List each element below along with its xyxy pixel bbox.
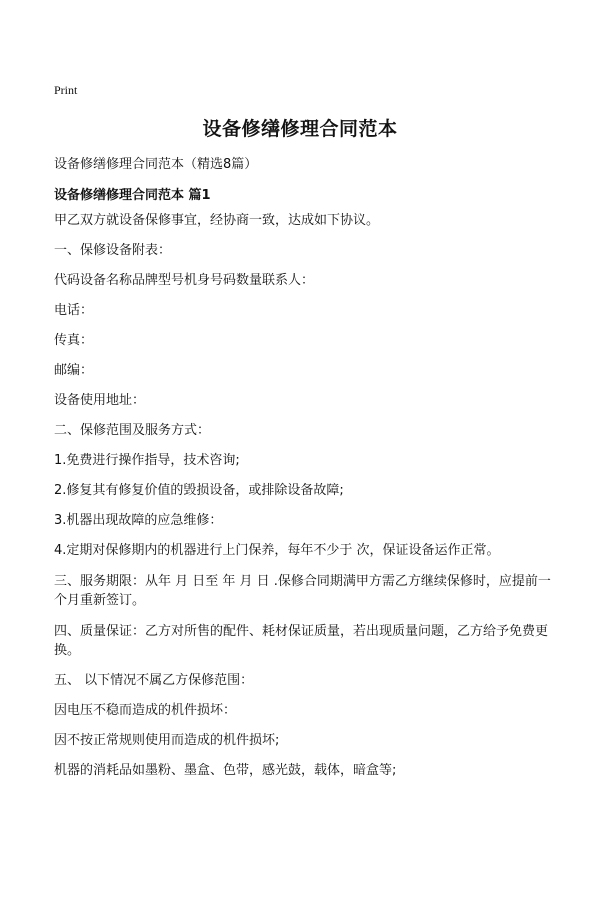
contract-body — [54, 212, 554, 792]
paragraph-heading-equipment: 一、保修设备附表： — [54, 243, 172, 258]
paragraph-intro: 甲乙双方就设备保修事宜，经协商一致，达成如下协议。 — [54, 213, 380, 228]
print-link[interactable]: Print — [54, 83, 78, 97]
paragraph-postcode: 邮编： — [54, 363, 94, 378]
paragraph-quality: 四、质量保证：乙方对所售的配件、耗材保证质量，若出现质量问题，乙方给予免费更换。 — [54, 624, 549, 658]
section-heading: 设备修缮修理合同范本 篇1 — [54, 188, 211, 203]
paragraph-item-4: 4.定期对保修期内的机器进行上门保养，每年不少于 次，保证设备运作正常。 — [54, 543, 500, 558]
paragraph-exclusion-consumables: 机器的消耗品如墨粉、墨盒、色带，感光鼓，载体，暗盒等; — [54, 763, 397, 778]
document-subtitle: 设备修缮修理合同范本（精选8篇） — [54, 157, 258, 172]
paragraph-phone: 电话： — [54, 303, 94, 318]
paragraph-exclusion-voltage: 因电压不稳而造成的机件损坏： — [54, 703, 237, 718]
paragraph-item-3: 3.机器出现故障的应急维修： — [54, 513, 223, 528]
paragraph-heading-exclusions: 五、 以下情况不属乙方保修范围： — [54, 673, 254, 688]
paragraph-fax: 传真： — [54, 333, 94, 348]
paragraph-item-1: 1.免费进行操作指导，技术咨询; — [54, 453, 240, 468]
document-title: 设备修缮修理合同范本 — [202, 118, 398, 140]
paragraph-address: 设备使用地址： — [54, 393, 146, 408]
paragraph-equipment-fields: 代码设备名称品牌型号机身号码数量联系人： — [54, 273, 315, 288]
paragraph-item-2: 2.修复其有修复价值的毁损设备，或排除设备故障; — [54, 483, 344, 498]
paragraph-heading-scope: 二、保修范围及服务方式： — [54, 423, 211, 438]
paragraph-exclusion-misuse: 因不按正常规则使用而造成的机件损坏; — [54, 733, 280, 748]
paragraph-term: 三、服务期限：从年 月 日至 年 月 日 .保修合同期满甲方需乙方继续保修时，应提前一个月重新签订。 — [54, 574, 551, 608]
